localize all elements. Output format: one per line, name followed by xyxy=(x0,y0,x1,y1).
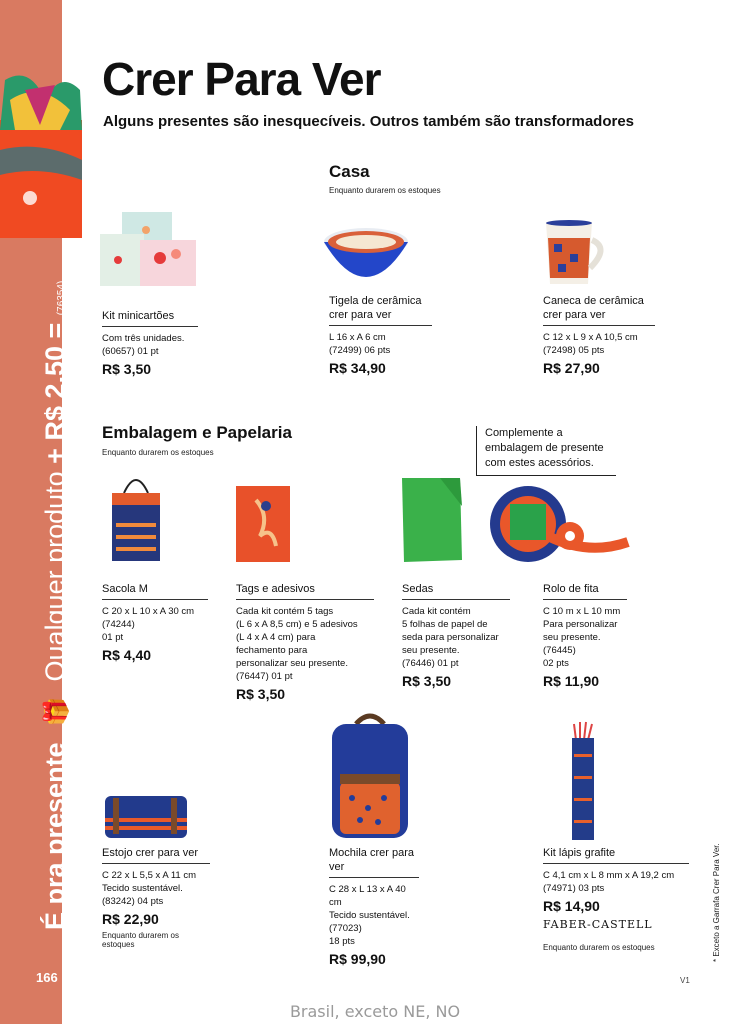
product-detail: Cada kit contém 5 tags xyxy=(236,606,334,617)
lapis-image xyxy=(568,720,598,844)
product-caneca xyxy=(543,294,655,376)
product-name: Sacola M xyxy=(102,582,208,600)
product-minicartoes xyxy=(102,309,198,377)
sidebar-title: É pra presente xyxy=(40,742,70,930)
sacola-image xyxy=(106,465,166,565)
section-note: Enquanto durarem os estoques xyxy=(329,186,441,195)
product-detail: C 22 x L 5,5 x A 11 cm xyxy=(102,870,196,881)
product-name: Kit minicartões xyxy=(102,309,198,327)
fita-image xyxy=(488,486,638,566)
product-name: Rolo de fita xyxy=(543,582,627,600)
product-note: Enquanto durarem os estoques xyxy=(102,931,179,949)
product-detail: fechamento para xyxy=(236,645,308,656)
product-detail: C 28 x L 13 x A 40 cm xyxy=(329,884,406,908)
section-title: Casa xyxy=(329,162,370,181)
product-detail: Tecido sustentável. xyxy=(329,910,410,921)
product-price: R$ 11,90 xyxy=(543,673,600,689)
product-detail: C 20 x L 10 x A 30 cm xyxy=(102,606,195,617)
product-detail: Cada kit contém xyxy=(402,606,471,617)
page-number: 166 xyxy=(36,970,58,985)
product-detail: (L 6 x A 8,5 cm) e 5 adesivos xyxy=(236,619,358,630)
product-price: R$ 3,50 xyxy=(402,673,452,689)
product-note: Enquanto durarem os estoques xyxy=(543,943,655,952)
product-detail: (77023) xyxy=(329,923,362,934)
product-detail: (83242) 04 pts xyxy=(102,896,164,907)
product-detail: (74971) 03 pts xyxy=(543,883,605,894)
product-price: R$ 14,90 xyxy=(543,898,600,914)
product-detail: (72498) 05 pts xyxy=(543,345,605,356)
product-name: Kit lápis grafite xyxy=(543,846,689,864)
product-price: R$ 22,90 xyxy=(102,911,159,927)
product-detail: (76447) 01 pt xyxy=(236,671,293,682)
product-detail: 5 folhas de papel de xyxy=(402,619,488,630)
product-sedas xyxy=(402,582,510,689)
faber-castell-logo: FABER-CASTELL xyxy=(543,918,653,931)
sidebar-formula-prefix: Qualquer produto xyxy=(40,471,70,682)
product-name: Mochila crer para ver xyxy=(329,846,419,878)
tags-image xyxy=(236,486,292,564)
product-detail: 01 pt xyxy=(102,632,124,643)
sidebar-formula-code: (76354) xyxy=(56,280,67,316)
gift-bag-image xyxy=(0,70,85,240)
product-lapis xyxy=(543,846,689,952)
product-name: Estojo crer para ver xyxy=(102,846,210,864)
product-detail: personalizar seu presente. xyxy=(236,658,348,669)
product-price: R$ 27,90 xyxy=(543,360,600,376)
sidebar-formula-price: + R$ 2,50 = xyxy=(40,322,70,464)
section-casa xyxy=(329,162,441,195)
product-detail: (76445) xyxy=(543,645,576,656)
section-title: Embalagem e Papelaria xyxy=(102,423,292,442)
product-detail: (60657) 01 pt xyxy=(102,346,159,357)
callout-note: Complemente a embalagem de presente com estes acessórios. xyxy=(476,426,616,476)
product-detail: 02 pts xyxy=(543,658,569,669)
product-name: Sedas xyxy=(402,582,510,600)
product-price: R$ 34,90 xyxy=(329,360,386,376)
product-tags xyxy=(236,582,374,702)
minicartoes-image xyxy=(100,210,200,290)
sidebar-vertical-text xyxy=(40,281,71,930)
version-label: V1 xyxy=(680,976,690,985)
product-detail: C 4,1 cm x L 8 mm x A 19,2 cm xyxy=(543,870,675,881)
mochila-image xyxy=(330,712,410,840)
section-embalagem xyxy=(102,423,292,457)
product-detail: seu presente. xyxy=(402,645,460,656)
product-detail: (72499) 06 pts xyxy=(329,345,391,356)
product-name: Caneca de cerâmica crer para ver xyxy=(543,294,655,326)
product-detail: Tecido sustentável. xyxy=(102,883,183,894)
page-title: Crer Para Ver xyxy=(102,53,381,105)
product-detail: seu presente. xyxy=(543,632,601,643)
tigela-image xyxy=(322,222,410,288)
product-detail: (76446) 01 pt xyxy=(402,658,459,669)
product-price: R$ 3,50 xyxy=(236,686,286,702)
estojo-image xyxy=(103,790,189,842)
product-detail: (L 4 x A 4 cm) para xyxy=(236,632,316,643)
gift-icon: 🎁 xyxy=(43,697,70,727)
caneca-image xyxy=(540,218,612,288)
region-footer: Brasil, exceto NE, NO xyxy=(289,1002,461,1021)
product-detail: Com três unidades. xyxy=(102,333,185,344)
product-price: R$ 3,50 xyxy=(102,361,152,377)
product-estojo xyxy=(102,846,210,949)
product-detail: L 16 x A 6 cm xyxy=(329,332,386,343)
product-detail: C 12 x L 9 x A 10,5 cm xyxy=(543,332,638,343)
page-subtitle: Alguns presentes são inesquecíveis. Outros também são transformadores xyxy=(103,113,635,130)
sedas-image xyxy=(400,476,464,564)
product-detail: seda para personalizar xyxy=(402,632,499,643)
product-name: Tigela de cerâmica crer para ver xyxy=(329,294,432,326)
product-price: R$ 4,40 xyxy=(102,647,152,663)
product-detail: (74244) xyxy=(102,619,135,630)
product-sacola xyxy=(102,582,208,663)
product-name: Tags e adesivos xyxy=(236,582,374,600)
product-fita xyxy=(543,582,627,689)
product-mochila xyxy=(329,846,419,967)
product-tigela xyxy=(329,294,432,376)
product-price: R$ 99,90 xyxy=(329,951,386,967)
product-detail: 18 pts xyxy=(329,936,355,947)
exception-note: * Exceto a Garrafa Crer Para Ver. xyxy=(712,843,721,962)
product-detail: Para personalizar xyxy=(543,619,618,630)
section-note: Enquanto durarem os estoques xyxy=(102,448,214,457)
product-detail: C 10 m x L 10 mm xyxy=(543,606,621,617)
